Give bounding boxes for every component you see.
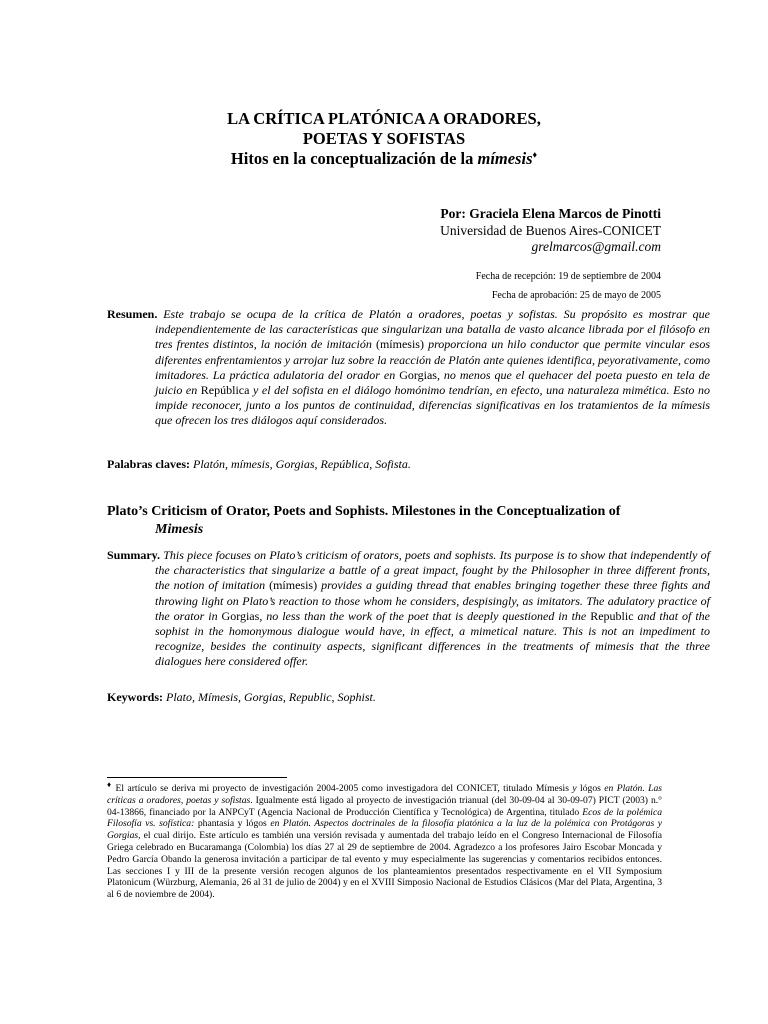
abstract-english bbox=[107, 548, 710, 670]
footnote-text-8: en Platón. Aspectos doctrinales de la filosofía platónica a la luz de la polémica con Protágoras y Gorgias bbox=[107, 818, 662, 842]
title-line-1: LA CRÍTICA PLATÓNICA A ORADORES, bbox=[227, 109, 541, 128]
abstract-en-text-6: Republic bbox=[590, 608, 634, 623]
footnote-text-3: lógos bbox=[576, 783, 605, 794]
subtitle-italic-term: mímesis bbox=[477, 149, 533, 168]
keywords-es-label: Palabras claves: bbox=[107, 457, 190, 471]
footnote-text-9: , el cual dirijo. Este artículo es también una versión revisada y aumentada del trabajo leído en el Congreso Internacional de Filosofía Griega celebrado en Bucaramanga (Colombia) los días 27 al 29 de septiembre de 2004. Agradezco a los profesores Jairo Escobar Moncada y Pedro García Obando la generosa invitación a participar de tal evento y muy especialmente las sugerencias y comentarios recibidos entonces. Las secciones I y III de la presente versión recogen algunos de los planteamientos presentados respectivamente en el VII Symposium Platonicum (Würzburg, Alemania, 26 al 31 de julio de 2004) y en el XVIII Simposio Nacional de Estudios Clásicos (Mar del Plata, Argentina, 3 al 6 de noviembre de 2004). bbox=[107, 830, 662, 901]
abstract-en-text-1: This piece focuses on Plato’s criticism of orators, poets and sophists. Its purpose is to show that independently of the characteristics that singularize a battle of a great impact, fought by the Philosopher in three different fronts, the notion of imitation bbox=[155, 548, 710, 593]
abstract-en-text-3: provides a guiding thread that enables bringing together these three fights and throwing light on Plato’s reaction to those whom he considers, despisingly, as imitators. The adulatory practice of the orator in bbox=[155, 578, 710, 623]
keywords-spanish bbox=[107, 457, 662, 472]
abstract-spanish bbox=[107, 307, 710, 429]
author-block bbox=[440, 206, 661, 256]
received-date: Fecha de recepción: 19 de septiembre de 2004 bbox=[475, 271, 661, 282]
footnote-text-6: Ecos de la polémica Filosofía vs. sofística: bbox=[107, 806, 662, 830]
author-affiliation: Universidad de Buenos Aires-CONICET bbox=[440, 222, 661, 238]
abstract-es-text-7: y el del sofista en el diálogo homónimo tendrían, en efecto, una naturaleza mimética. Esto no impide reconocer, junto a los puntos de continuidad, diferencias significativas en los tratamientos de la mímesis que ofrecen los tres diálogos aquí considerados. bbox=[155, 383, 710, 428]
subtitle-text: Hitos en la conceptualización de la bbox=[230, 149, 478, 168]
abstract-en-text-7: and that of the sophist in the homonymous dialogue would have, in effect, a mimetical nature. This is not an impediment to recognize, besides the continuity aspects, significant differences in the treatments of mimesis that the three dialogues here considered offer. bbox=[155, 608, 710, 669]
footnote-mark: ♦ bbox=[107, 779, 113, 789]
keywords-en-label: Keywords: bbox=[107, 690, 163, 704]
footnote bbox=[107, 779, 662, 901]
abstract-en-label: Summary. bbox=[107, 548, 161, 562]
english-title-line-2: Mimesis bbox=[155, 521, 204, 537]
footnote-separator bbox=[107, 777, 287, 778]
subtitle-line bbox=[0, 149, 768, 169]
keywords-en-value: Plato, Mímesis, Gorgias, Republic, Sophist. bbox=[163, 690, 376, 704]
abstract-en-text-5: , no less than the work of the poet that is deeply questioned in the bbox=[259, 608, 591, 623]
footnote-text-7: phantasía y lógos bbox=[194, 818, 271, 830]
footnote-text-2: y bbox=[572, 783, 577, 794]
english-title-line-1: Plato’s Criticism of Orator, Poets and Sophists. Milestones in the Conceptualization of bbox=[107, 504, 621, 519]
title-line-2: POETAS Y SOFISTAS bbox=[302, 129, 466, 148]
abstract-es-text-3: proporciona un hilo conductor que permite vincular esos diferentes enfrentamientos y arrojar luz sobre la reacción de Platón ante quienes identifica, peyorativamente, como imitadores. La práctica adulatoria del orador en bbox=[155, 337, 711, 382]
abstract-es-label: Resumen. bbox=[107, 307, 158, 321]
footnote-text-1: El artículo se deriva mi proyecto de investigación 2004-2005 como investigadora del CONICET, titulado Mímesis bbox=[112, 783, 573, 794]
english-title bbox=[107, 503, 667, 538]
abstract-en-text-2: (mímesis) bbox=[269, 578, 318, 593]
abstract-es-text-5: , no menos que el quehacer del poeta puesto en tela de juicio en bbox=[155, 367, 710, 398]
footnote-text-5: . Igualmente está ligado al proyecto de investigación trianual (del 30-09-04 al 30-09-07) PICT (2003) n.° 04-13866, financiado por la ANPCyT (Agencia Nacional de Producción Científica y Tecnológica) de Argentina, titulado bbox=[107, 794, 662, 818]
submission-dates bbox=[476, 267, 661, 305]
abstract-es-text-2: (mímesis) bbox=[375, 337, 424, 352]
keywords-es-value: Platón, mímesis, Gorgias, República, Sofista. bbox=[190, 457, 411, 471]
abstract-es-text-1: Este trabajo se ocupa de la crítica de Platón a oradores, poetas y sofistas. Su propósito es mostrar que independientemente de las características que singularizan una batalla de vasto alcance librada por el filósofo en tres frentes distintos, la noción de imitación bbox=[155, 307, 710, 352]
abstract-en-text-4: Gorgias bbox=[221, 608, 260, 623]
approved-date: Fecha de aprobación: 25 de mayo de 2005 bbox=[491, 290, 661, 301]
article-title bbox=[0, 109, 768, 169]
abstract-es-text-6: República bbox=[200, 383, 250, 398]
author-email: grelmarcos@gmail.com bbox=[531, 239, 661, 254]
author-name: Por: Graciela Elena Marcos de Pinotti bbox=[440, 206, 661, 221]
footnote-text-4: en Platón. Las críticas a oradores, poetas y sofistas bbox=[107, 783, 662, 806]
keywords-english bbox=[107, 690, 662, 705]
abstract-es-text-4: Gorgias bbox=[399, 367, 437, 382]
title-footnote-mark: ♦ bbox=[532, 149, 538, 160]
